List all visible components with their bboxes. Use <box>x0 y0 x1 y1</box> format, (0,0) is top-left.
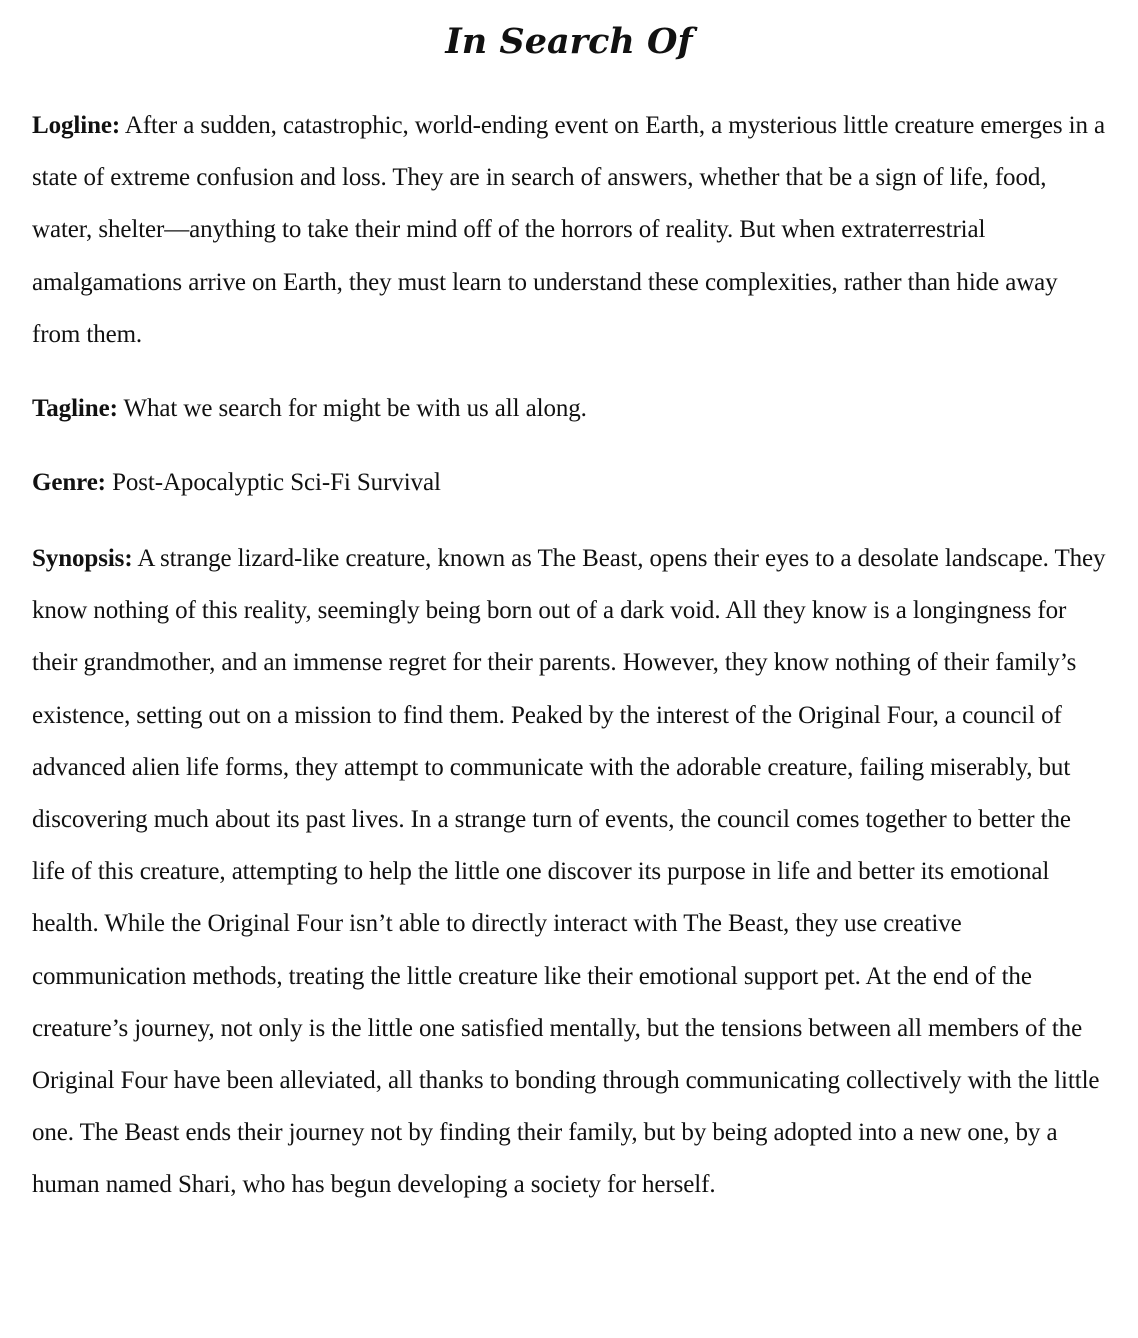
genre-label: Genre: <box>32 469 106 496</box>
tagline-label: Tagline: <box>32 395 118 422</box>
logline-paragraph <box>32 100 1108 361</box>
genre-paragraph <box>32 457 1108 509</box>
tagline-paragraph <box>32 383 1108 435</box>
synopsis-text: A strange lizard-like creature, known as The Beast, opens their eyes to a desolate landscape. They know nothing of this reality, seemingly being born out of a dark void. All they know is a longingness for their grandmother, and an immense regret for their parents. However, they know nothing of their family’s existence, setting out on a mission to find them. Peaked by the interest of the Original Four, a council of advanced alien life forms, they attempt to communicate with the adorable creature, failing miserably, but discovering much about its past lives. In a strange turn of events, the council comes together to better the life of this creature, attempting to help the little one discover its purpose in life and better its emotional health. While the Original Four isn’t able to directly interact with The Beast, they use creative communication methods, treating the little creature like their emotional support pet. At the end of the creature’s journey, not only is the little one satisfied mentally, but the tensions between all members of the Original Four have been alleviated, all thanks to bonding through communicating collectively with the little one. The Beast ends their journey not by finding their family, but by being adopted into a new one, by a human named Shari, who has begun developing a society for herself. <box>32 545 1106 1199</box>
logline-text: After a sudden, catastrophic, world-ending event on Earth, a mysterious little creature emerges in a state of extreme confusion and loss. They are in search of answers, whether that be a sign of life, food, water, shelter—anything to take their mind off of the horrors of reality. But when extraterrestrial amalgamations arrive on Earth, they must learn to understand these complexities, rather than hide away from them. <box>32 112 1106 348</box>
document-title: In Search Of <box>445 21 693 62</box>
synopsis-label: Synopsis: <box>32 545 133 572</box>
genre-text: Post-Apocalyptic Sci-Fi Survival <box>105 469 441 496</box>
logline-label: Logline: <box>32 112 121 139</box>
synopsis-paragraph <box>32 533 1108 1212</box>
tagline-text: What we search for might be with us all along. <box>117 395 587 422</box>
